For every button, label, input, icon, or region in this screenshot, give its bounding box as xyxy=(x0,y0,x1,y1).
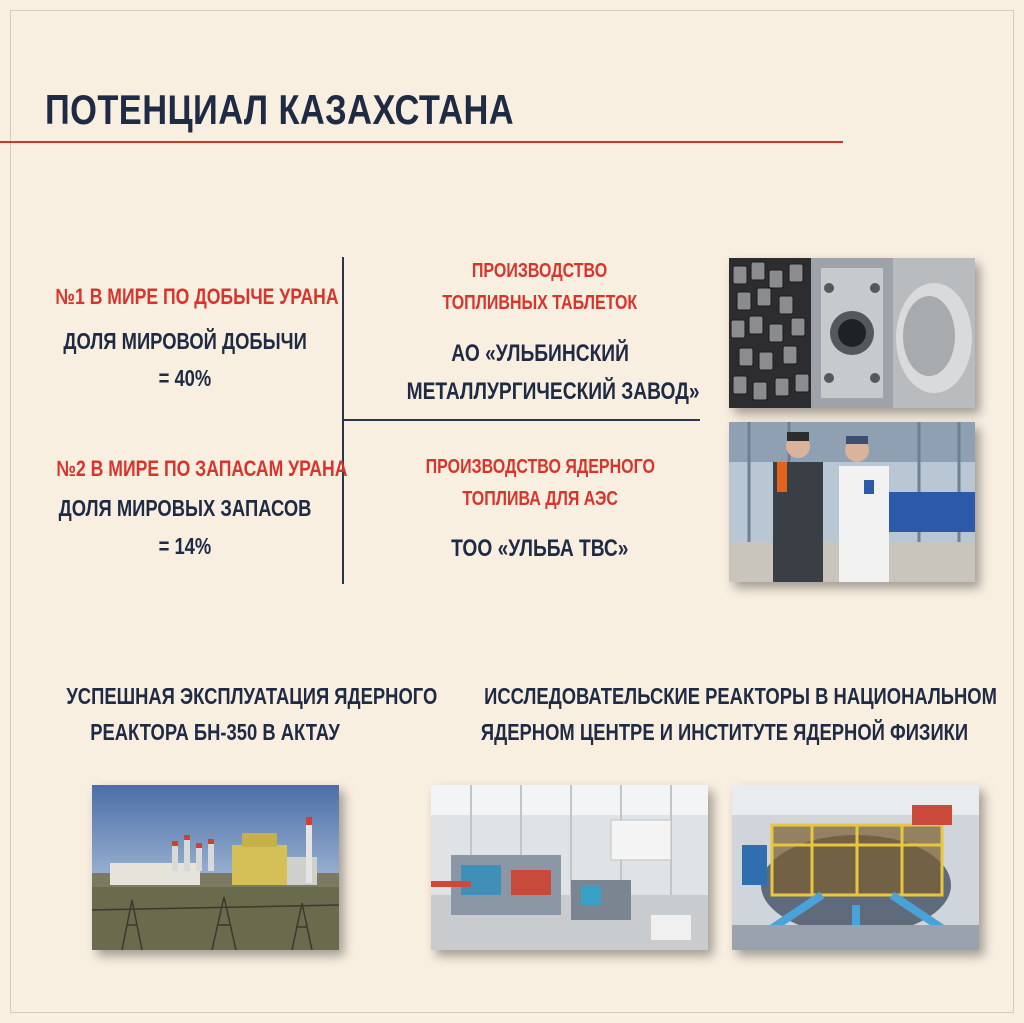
bn350-caption-line2: РЕАКТОРА БН-350 В АКТАУ xyxy=(90,719,340,745)
workers-photo xyxy=(729,422,975,582)
research-reactors-caption-line1: ИССЛЕДОВАТЕЛЬСКИЕ РЕАКТОРЫ В НАЦИОНАЛЬНОМ xyxy=(484,683,997,709)
research-reactor-hall-photo xyxy=(431,785,708,950)
research-reactors-caption-line2: ЯДЕРНОМ ЦЕНТРЕ И ИНСТИТУТЕ ЯДЕРНОЙ ФИЗИКИ xyxy=(480,719,969,745)
uranium-reserves-heading: №2 В МИРЕ ПО ЗАПАСАМ УРАНА xyxy=(56,456,348,481)
nuclear-fuel-heading-line1: ПРОИЗВОДСТВО ЯДЕРНОГО xyxy=(425,456,655,478)
ulba-plant-name-line2: МЕТАЛЛУРГИЧЕСКИЙ ЗАВОД» xyxy=(406,378,700,405)
title-underline xyxy=(0,141,843,143)
fuel-pellets-heading-line2: ТОПЛИВНЫХ ТАБЛЕТОК xyxy=(442,292,638,314)
world-mining-share-value: = 40% xyxy=(158,365,212,391)
page-title: ПОТЕНЦИАЛ КАЗАХСТАНА xyxy=(45,86,515,133)
horizontal-divider xyxy=(342,419,700,421)
bn350-caption-line1: УСПЕШНАЯ ЭКСПЛУАТАЦИЯ ЯДЕРНОГО xyxy=(66,683,438,709)
research-reactor-tokamak-photo xyxy=(732,785,979,950)
fuel-pellets-photo xyxy=(729,258,975,408)
nuclear-fuel-heading-line2: ТОПЛИВА ДЛЯ АЭС xyxy=(462,488,618,510)
ulba-plant-name-line1: АО «УЛЬБИНСКИЙ xyxy=(451,340,629,367)
world-reserves-share-label: ДОЛЯ МИРОВЫХ ЗАПАСОВ xyxy=(58,495,312,521)
ulba-tvs-name: ТОО «УЛЬБА ТВС» xyxy=(451,535,629,562)
bn350-plant-photo xyxy=(92,785,339,950)
world-reserves-share-value: = 14% xyxy=(158,533,212,559)
world-mining-share-label: ДОЛЯ МИРОВОЙ ДОБЫЧИ xyxy=(63,328,307,354)
uranium-mining-heading: №1 В МИРЕ ПО ДОБЫЧЕ УРАНА xyxy=(55,284,339,309)
fuel-pellets-heading-line1: ПРОИЗВОДСТВО xyxy=(472,260,608,282)
